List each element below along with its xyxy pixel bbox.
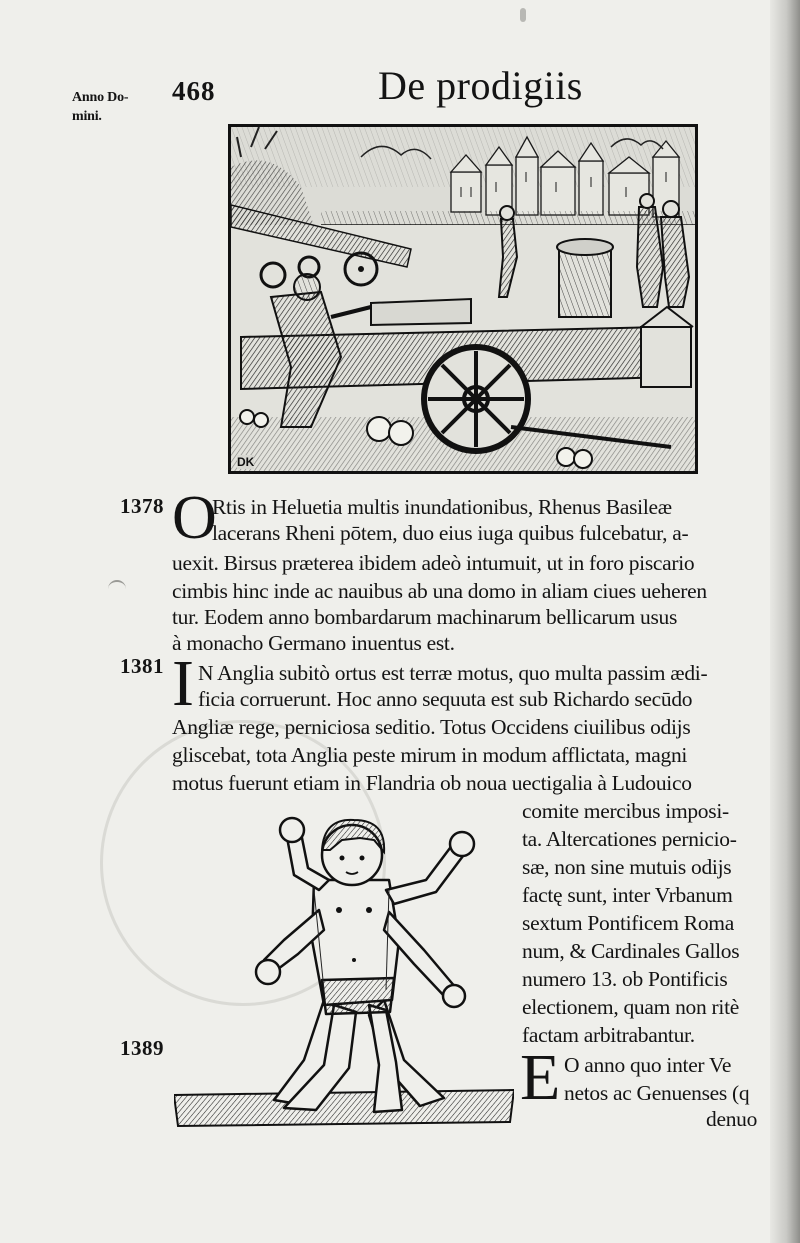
- text-line: netos ac Genuenses (q: [564, 1081, 750, 1105]
- woodcut-four-armed-child: [174, 800, 514, 1130]
- text-line: Angliæ rege, perniciosa seditio. Totus Occidens ciuilibus odijs: [172, 715, 691, 739]
- text-line: num, & Cardinales Gallos: [522, 939, 740, 963]
- text-line: N Anglia subitò ortus est terræ motus, quo multa passim ædi-: [198, 661, 708, 685]
- text-line: factę sunt, inter Vrbanum: [522, 883, 733, 907]
- text-line: denuo: [706, 1107, 758, 1131]
- margin-annotation-line2: mini.: [72, 109, 102, 124]
- text-line: gliscebat, tota Anglia peste mirum in modum afflictata, magni: [172, 743, 688, 767]
- cannon-wheel: [424, 347, 528, 451]
- text-line: cimbis hinc inde ac nauibus ab una domo in aliam ciues ueheren: [172, 579, 707, 603]
- text-line: à monacho Germano inuentus est.: [172, 631, 455, 655]
- woodcut-cannons-drawing: [231, 127, 695, 471]
- text-line: motus fuerunt etiam in Flandria ob noua uectigalia à Ludouico: [172, 771, 692, 795]
- text-line: ta. Altercationes pernicio-: [522, 827, 737, 851]
- text-line: lacerans Rheni pōtem, duo eius iuga quibus fulcebatur, a-: [212, 521, 689, 545]
- dropcap-o: O: [172, 484, 217, 552]
- woodcut-cannons-illustration: [228, 124, 698, 474]
- four-armed-child-drawing: [174, 800, 514, 1130]
- page-edge-shadow: [770, 0, 800, 1243]
- text-line: sæ, non sine mutuis odijs: [522, 855, 732, 879]
- woodcut-signature: DK: [237, 455, 255, 469]
- year-marker-1378: 1378: [120, 494, 164, 518]
- text-line: factam arbitrabantur.: [522, 1023, 695, 1047]
- margin-annotation: [72, 88, 152, 126]
- pen-mark: [108, 580, 126, 592]
- dropcap-e: E: [520, 1041, 561, 1114]
- text-line: sextum Pontificem Roma: [522, 911, 734, 935]
- running-head: [0, 0, 800, 130]
- text-line: electionem, quam non ritè: [522, 995, 739, 1019]
- text-line: comite mercibus imposi-: [522, 799, 729, 823]
- margin-annotation-line1: Anno Do-: [72, 90, 129, 105]
- year-marker-1381: 1381: [120, 654, 164, 678]
- text-line: uexit. Birsus præterea ibidem adeò intumuit, ut in foro piscario: [172, 551, 695, 575]
- text-line: O anno quo inter Ve: [564, 1053, 732, 1077]
- year-marker-1389: 1389: [120, 1036, 164, 1060]
- running-title: De prodigiis: [378, 63, 583, 108]
- text-line: Rtis in Heluetia multis inundationibus, Rhenus Basileæ: [212, 495, 672, 519]
- text-line: ficia corruerunt. Hoc anno sequuta est sub Richardo secūdo: [198, 687, 693, 711]
- text-line: tur. Eodem anno bombardarum machinarum bellicarum usus: [172, 605, 678, 629]
- text-line: numero 13. ob Pontificis: [522, 967, 728, 991]
- dropcap-i: I: [172, 647, 194, 720]
- page-number: 468: [172, 76, 216, 106]
